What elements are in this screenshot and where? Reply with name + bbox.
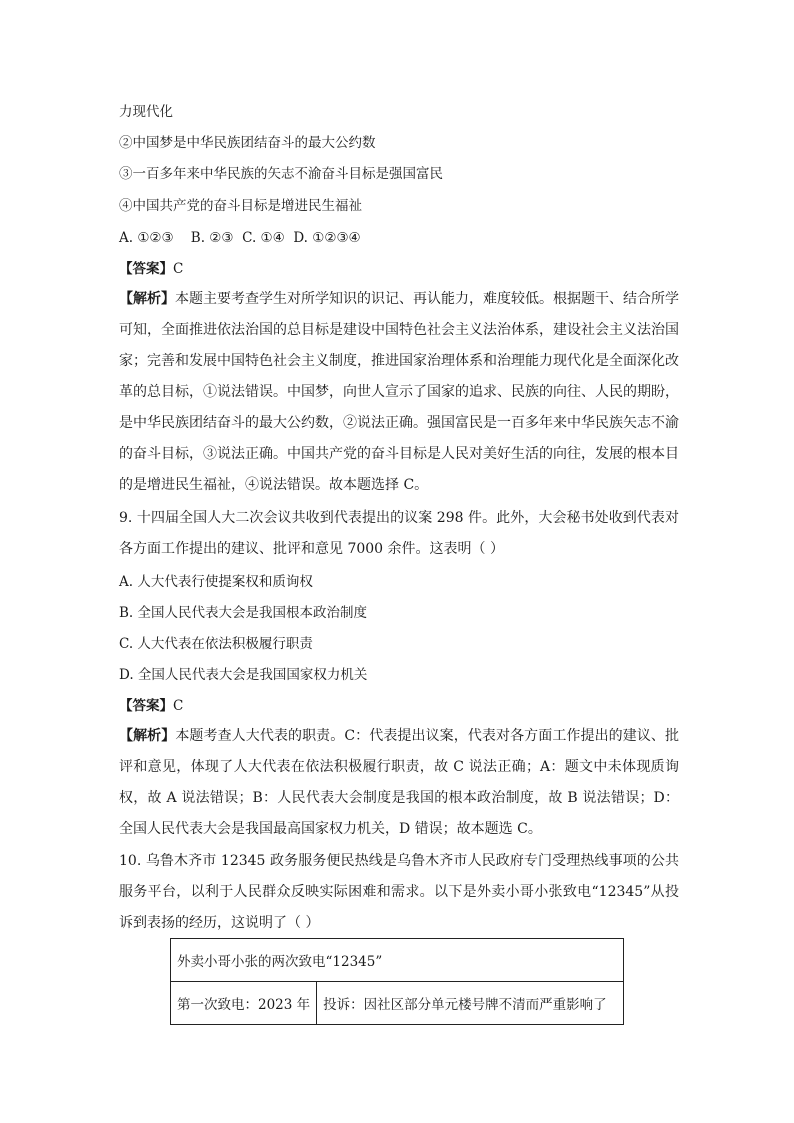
analysis-text: 本题主要考查学生对所学知识的识记、再认能力，难度较低。根据题干、结合所学可知，全面推进依法治国的总目标是建设中国特色社会主义法治体系，建设社会主义法治国家；完善和发展中国特色社会主义制度，推进国家治理体系和治理能力现代化是全面深化改革的总目标，①说法错误。中国梦，向世人宣示了国家的追求、民族的向往、人民的期盼，是中华民族团结奋斗的最大公约数，②说法正确。强国富民是一百多年来中华民族矢志不渝的奋斗目标，③说法正确。中国共产党的奋斗目标是人民对美好生活的向往，发展的根本目的是增进民生福祉，④说法错误。故本题选择 C。 bbox=[119, 291, 679, 493]
q8-answer bbox=[119, 259, 183, 279]
q8-statement-4: ④中国共产党的奋斗目标是增进民生福祉 bbox=[119, 198, 362, 214]
q9-analysis bbox=[119, 721, 679, 845]
analysis-tag: 【解析】 bbox=[119, 728, 176, 744]
q10-table bbox=[170, 938, 624, 1025]
answer-value: C bbox=[173, 261, 184, 277]
answer-value: C bbox=[173, 698, 184, 714]
q8-continuation-line: 力现代化 bbox=[119, 104, 173, 120]
q9-answer bbox=[119, 696, 183, 716]
q8-options: A. ①②③ B. ②③ C. ①④ D. ①②③④ bbox=[119, 230, 361, 246]
q9-option-a: A. 人大代表行使提案权和质询权 bbox=[119, 574, 313, 590]
q9-option-b: B. 全国人民代表大会是我国根本政治制度 bbox=[119, 605, 368, 621]
q9-stem: 9. 十四届全国人大二次会议共收到代表提出的议案 298 件。此外，大会秘书处收到代表对各方面工作提出的建议、批评和意见 7000 余件。这表明（ ） bbox=[119, 510, 679, 557]
answer-tag: 【答案】 bbox=[119, 261, 173, 277]
q8-statement-3: ③一百多年来中华民族的矢志不渝奋斗目标是强国富民 bbox=[119, 166, 443, 182]
table-cell: 第一次致电：2023 年 bbox=[171, 982, 317, 1025]
q8-analysis bbox=[119, 284, 679, 501]
q9-option-c: C. 人大代表在依法积极履行职责 bbox=[119, 636, 313, 652]
analysis-text: 本题考查人大代表的职责。C：代表提出议案，代表对各方面工作提出的建议、批评和意见，体现了人大代表在依法积极履行职责，故 C 说法正确；A：题文中未体现质询权，故 A 说法错误；B：人民代表大会制度是我国的根本政治制度，故 B 说法错误；D：全国人民代表大会是我国最高国家权力机关，D 错误；故本题选 C。 bbox=[119, 728, 679, 837]
q10-stem: 10. 乌鲁木齐市 12345 政务服务便民热线是乌鲁木齐市人民政府专门受理热线事项的公共服务平台，以利于人民群众反映实际困难和需求。以下是外卖小哥小张致电“12345”从投诉到表扬的经历，这说明了（ ） bbox=[119, 853, 679, 931]
q8-statement-2: ②中国梦是中华民族团结奋斗的最大公约数 bbox=[119, 135, 376, 151]
table-cell: 投诉：因社区部分单元楼号牌不清而严重影响了 bbox=[317, 982, 624, 1025]
table-row bbox=[171, 939, 624, 982]
table-row bbox=[171, 982, 624, 1025]
q9-option-d: D. 全国人民代表大会是我国国家权力机关 bbox=[119, 667, 368, 683]
table-title-cell: 外卖小哥小张的两次致电“12345” bbox=[171, 939, 624, 982]
answer-tag: 【答案】 bbox=[119, 698, 173, 714]
analysis-tag: 【解析】 bbox=[119, 291, 175, 307]
